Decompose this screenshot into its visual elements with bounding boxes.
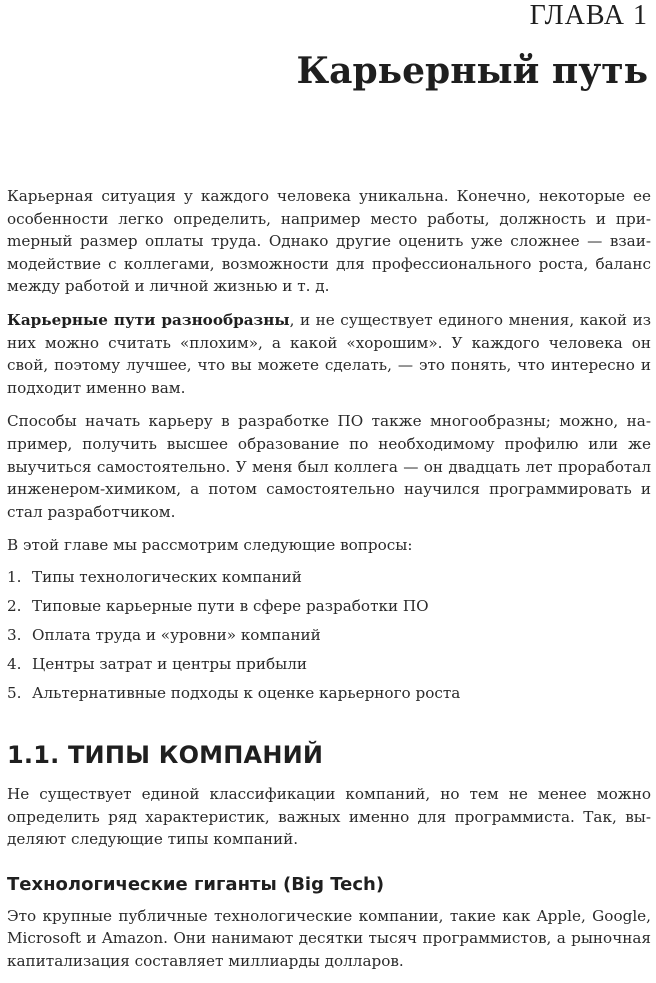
list-item bbox=[7, 650, 651, 679]
section-paragraph: Не существует единой классификации компаний, но тем не менее можно определить ряд характеристик, важных именно для программиста. Так, выделяют следующие типы компаний. bbox=[7, 784, 651, 849]
list-item bbox=[7, 592, 651, 621]
questions-intro: В этой главе мы рассмотрим следующие вопросы: bbox=[7, 536, 413, 555]
subsection-heading: Технологические гиганты (Big Tech) bbox=[7, 873, 385, 895]
list-item bbox=[7, 563, 651, 592]
list-item-number: 3. bbox=[7, 625, 22, 644]
list-item-number: 2. bbox=[7, 596, 22, 615]
list-item-number: 4. bbox=[7, 654, 22, 673]
list-item-number: 1. bbox=[7, 567, 22, 586]
list-item bbox=[7, 621, 651, 650]
list-item-text: Типы технологических компаний bbox=[32, 567, 302, 586]
intro-paragraph-3: Способы начать карьеру в разработке ПО также многообразны; можно, например, получить высшее образование по необходимому профилю или же выучиться самостоятельно. У меня был коллега — он двадцать лет проработал инженером-химиком, а потом самостоятельно научился программировать и стал разработчиком. bbox=[7, 412, 651, 521]
subsection-paragraph: Это крупные публичные технологические компании, такие как Apple, Google, Microsoft и Amazon. Они нанимают десятки тысяч программистов, а рыночная капитализация составляет миллиарды долларов. bbox=[7, 906, 651, 970]
list-item-text: Типовые карьерные пути в сфере разработки ПО bbox=[32, 596, 429, 615]
question-list bbox=[7, 563, 651, 708]
intro-paragraph-2-bold: Карьерные пути разнообразны bbox=[7, 310, 290, 329]
list-item-text: Оплата труда и «уровни» компаний bbox=[32, 625, 321, 644]
list-item bbox=[7, 679, 651, 708]
intro-paragraph-1: Карьерная ситуация у каждого человека уникальна. Конечно, некоторые ее особенности легко определить, например место работы, должность и приmерный размер оплаты труда. Однако другие оценить уже сложнее — взаимодействие с коллегами, возможности для профессионального роста, баланс между работой и личной жизнью и т. д. bbox=[7, 187, 651, 296]
section-heading: 1.1. ТИПЫ КОМПАНИЙ bbox=[7, 740, 324, 769]
list-item-text: Центры затрат и центры прибыли bbox=[32, 654, 307, 673]
list-item-number: 5. bbox=[7, 683, 22, 702]
chapter-label: ГЛАВА 1 bbox=[529, 0, 648, 31]
list-item-text: Альтернативные подходы к оценке карьерного роста bbox=[32, 683, 461, 702]
intro-paragraph-2 bbox=[7, 309, 651, 399]
intro-paragraph-2-rest: , и не существует единого мнения, какой из них можно считать «плохим», а какой «хорошим». У каждого человека он свой, поэтому лучшее, что вы можете сделать, — это понять, что интересно и подходит именно вам. bbox=[7, 310, 651, 397]
page-content bbox=[7, 185, 651, 983]
chapter-title: Карьерный путь bbox=[296, 50, 648, 92]
